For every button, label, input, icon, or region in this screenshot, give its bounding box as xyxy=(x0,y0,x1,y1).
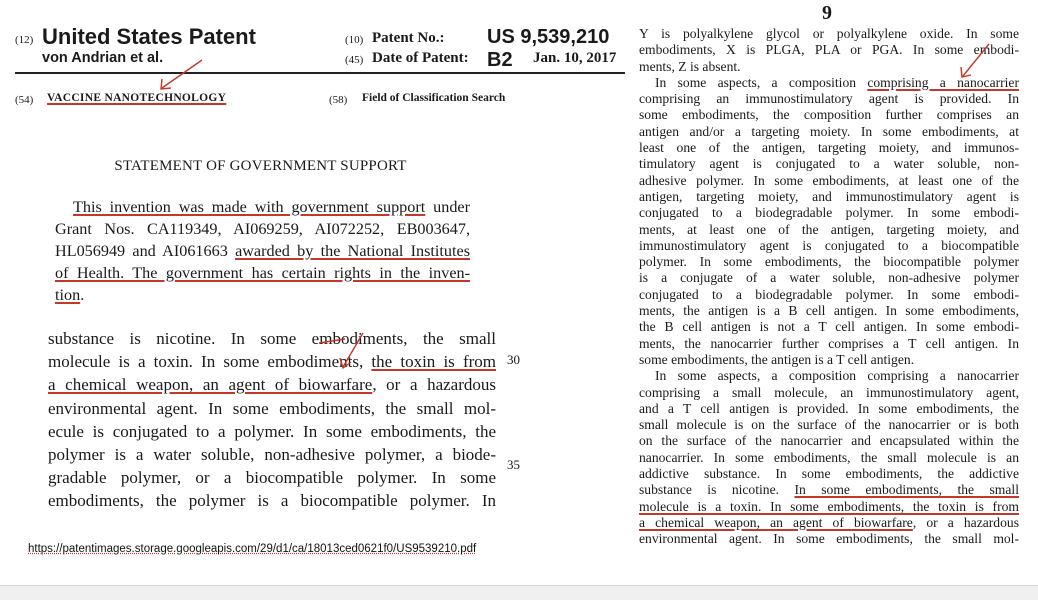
inventor-name: von Andrian et al. xyxy=(42,50,164,66)
gov-line-1-rest: under xyxy=(425,198,471,216)
header-code-45: (45) xyxy=(345,54,364,66)
rc-line-31-underlined: a chemical weapon, an agent of biowarfare xyxy=(639,514,913,530)
excerpt-line-2-underlined: the toxin is from xyxy=(371,352,497,372)
gov-support-paragraph xyxy=(55,196,470,306)
rc-line-19: the B cell antigen is not a T cell antigen. In some embodi- xyxy=(639,319,1019,335)
field-code-58: (58) xyxy=(329,94,348,106)
gov-line-1 xyxy=(55,196,470,218)
rc-line-3: ments, Z is absent. xyxy=(639,58,741,74)
rc-line-30: molecule is a toxin. In some embodiments, the toxin is from xyxy=(639,498,1019,514)
rc-line-7: antigen and/or a targeting moiety. In some embodiments, at xyxy=(639,123,1019,139)
gov-line-5 xyxy=(55,284,470,306)
gov-line-1-underlined: This invention was made with government support xyxy=(73,198,426,216)
rc-line-11: antigen, targeting moiety, and immunostimulatory agent is xyxy=(639,188,1019,204)
rc-line-32: environmental agent. In some embodiments, the small mol- xyxy=(639,531,1019,547)
gov-line-3-underlined: awarded by the National Institutes xyxy=(235,242,470,260)
excerpt-paragraph xyxy=(48,327,496,513)
excerpt-line-3 xyxy=(48,373,496,396)
patent-date: Jan. 10, 2017 xyxy=(533,50,617,66)
rc-line-5: comprising an immunostimulatory agent is provided. In xyxy=(639,91,1019,107)
rc-line-29-start: substance is nicotine. xyxy=(639,482,795,498)
excerpt-line-2-start: molecule is a toxin. In some embodiments, xyxy=(48,352,372,372)
rc-line-29 xyxy=(639,482,1019,498)
rc-line-29-underlined: In some embodiments, the small xyxy=(794,482,1019,498)
gov-line-5-underlined: tion xyxy=(55,286,81,304)
gov-line-4: of Health. The government has certain rights in the inven- xyxy=(55,264,470,282)
patent-no-label: Patent No.: xyxy=(372,30,445,46)
rc-line-31-end: , or a hazardous xyxy=(912,514,1019,530)
header-code-12: (12) xyxy=(15,34,34,46)
rc-line-16: is a conjugate of a water soluble, non-adhesive polymer xyxy=(639,270,1019,286)
rc-line-17: conjugated to a biodegradable polymer. In some embodi- xyxy=(639,286,1019,302)
rc-line-8: least one of the antigen, targeting moiety, and immunos- xyxy=(639,140,1019,156)
gov-line-3-start: HL056949 and AI061663 xyxy=(55,242,236,260)
rc-line-27: nanocarrier. In some embodiments, the small molecule is an xyxy=(639,449,1019,465)
rc-line-15: polymer. In some embodiments, the biocompatible polymer xyxy=(639,254,1019,270)
excerpt-line-1: substance is nicotine. In some embodiments, the small xyxy=(48,329,496,348)
patent-number: US 9,539,210 B2 xyxy=(487,26,610,71)
excerpt-line-7: gradable polymer, or a biocompatible polymer. In some xyxy=(48,468,496,488)
rc-line-9: timulatory agent is conjugated to a water soluble, non- xyxy=(639,156,1019,172)
gov-line-3 xyxy=(55,240,470,262)
gov-support-section xyxy=(55,158,470,306)
right-column-text xyxy=(639,26,1019,548)
rc-line-1: Y is polyalkylene glycol or polyalkylene oxide. In some xyxy=(639,26,1019,41)
rc-line-25: small molecule is on the surface of the nanocarrier or is both xyxy=(639,417,1019,433)
header-rule xyxy=(15,72,625,74)
horizontal-scrollbar[interactable] xyxy=(0,585,1038,600)
rc-line-12: conjugated to a biodegradable polymer. In some embodi- xyxy=(639,205,1019,221)
excerpt-line-5: ecule is conjugated to a polymer. In some embodiments, the xyxy=(48,421,496,441)
annotation-arrow-embodiments xyxy=(315,325,375,373)
patent-title: United States Patent xyxy=(42,24,256,49)
rc-line-31 xyxy=(639,515,1019,531)
excerpt-line-2 xyxy=(48,350,496,373)
excerpt-line-3-underlined: a chemical weapon, an agent of biowarfare xyxy=(48,375,373,395)
rc-line-23: comprising a small molecule, an immunostimulatory agent, xyxy=(639,384,1019,400)
annotation-arrow-nanocarrier xyxy=(955,40,995,82)
rc-line-26: on the surface of the nanocarrier and encapsulated within the xyxy=(639,433,1019,449)
rc-line-18: ments, the antigen is a B cell antigen. In some embodiments, xyxy=(639,303,1019,319)
invention-title: VACCINE NANOTECHNOLOGY xyxy=(47,92,227,104)
excerpt-line-3-end: , or a hazardous xyxy=(372,375,497,395)
rc-line-22: In some aspects, a composition comprising a nanocarrier xyxy=(655,368,1019,384)
excerpt-line-4: environmental agent. In some embodiments, the small mol- xyxy=(48,398,496,418)
rc-line-4-start: In some aspects, a composition xyxy=(655,74,868,90)
rc-line-28: addictive substance. In some embodiments, the addictive xyxy=(639,466,1019,482)
rc-line-4-underlined: comprising a nanocarrier xyxy=(867,74,1019,90)
rc-line-24: and a T cell antigen is provided. In some embodiments, the xyxy=(639,400,1019,416)
rc-line-2: embodiments, X is PLGA, PLA or PGA. In some embodi- xyxy=(639,42,1019,58)
rc-line-10: adhesive polymer. In some embodiments, at least one of the xyxy=(639,172,1019,188)
field-code-54: (54) xyxy=(15,94,34,106)
date-label: Date of Patent: xyxy=(372,50,469,66)
page-number: 9 xyxy=(822,2,832,24)
gov-line-2: Grant Nos. CA119349, AI069259, AI072252, EB003647, xyxy=(55,220,470,238)
gov-line-5-end: . xyxy=(80,286,85,304)
rc-line-20: ments, the nanocarrier further comprises a T cell antigen. In xyxy=(639,335,1019,351)
excerpt-line-8: embodiments, the polymer is a biocompatible polymer. In xyxy=(48,491,496,511)
source-url[interactable]: https://patentimages.storage.googleapis.com/29/d1/ca/18013ced0621f0/US9539210.pdf xyxy=(28,543,477,555)
rc-line-14: immunostimulatory agent is conjugated to a biocompatible xyxy=(639,237,1019,253)
classification-label: Field of Classification Search xyxy=(362,92,506,104)
patent-header xyxy=(0,0,630,120)
line-number-30: 30 xyxy=(507,352,520,367)
annotation-arrow-inventor xyxy=(150,55,210,95)
header-code-10: (10) xyxy=(345,34,364,46)
rc-line-6: some embodiments, the composition further comprises an xyxy=(639,107,1019,123)
gov-support-heading: STATEMENT OF GOVERNMENT SUPPORT xyxy=(114,158,407,174)
rc-line-21: some embodiments, the antigen is a T cell antigen. xyxy=(639,351,915,367)
rc-line-13: ments, at least one of the antigen, targeting moiety, and xyxy=(639,221,1019,237)
line-number-35: 35 xyxy=(507,457,520,472)
excerpt-line-6: polymer is a water soluble, non-adhesive polymer, a biode- xyxy=(48,445,496,465)
